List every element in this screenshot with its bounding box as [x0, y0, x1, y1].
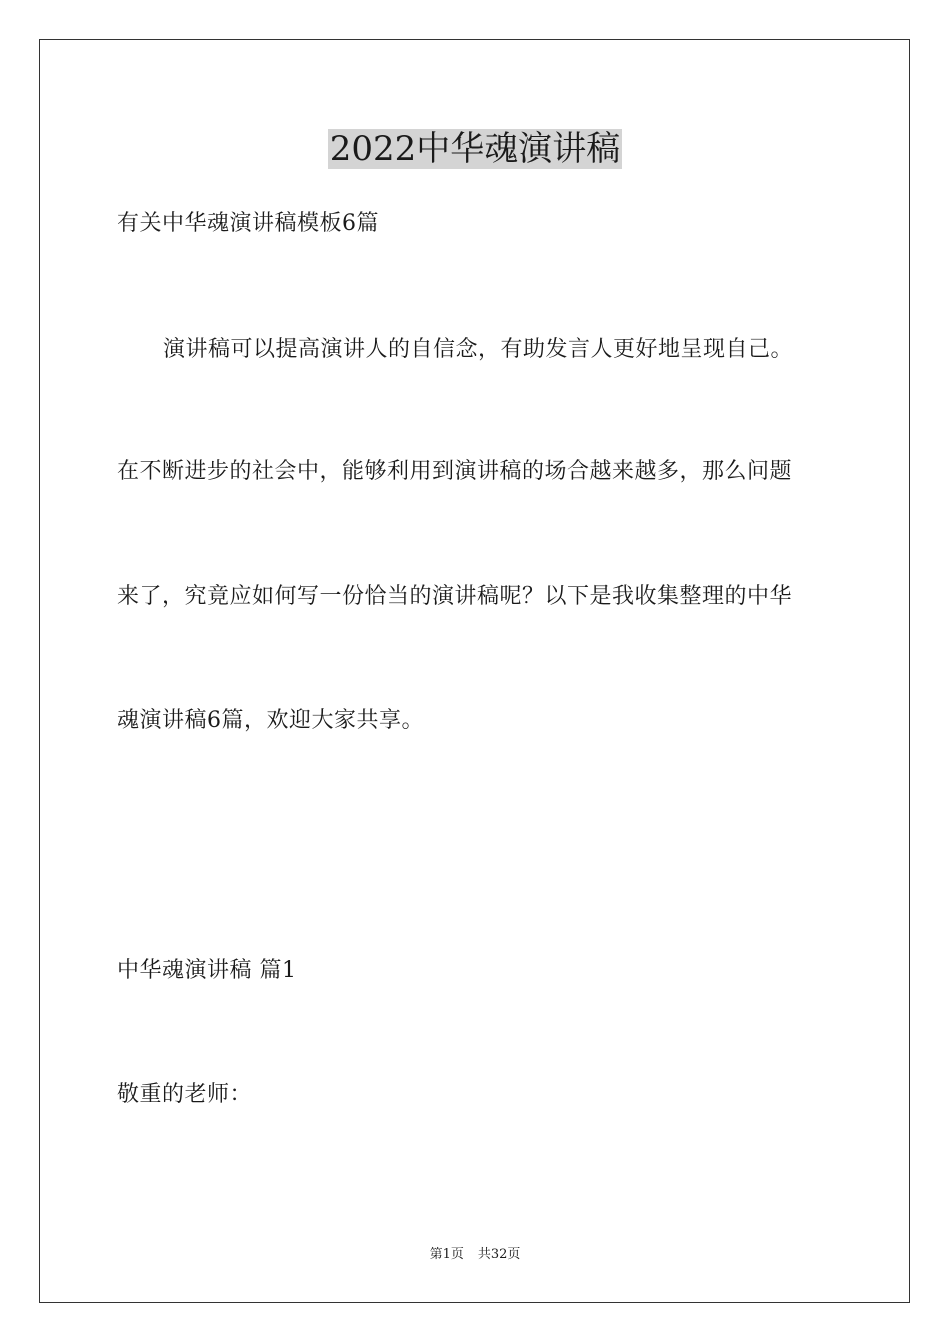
salutation: 敬重的老师：	[117, 1082, 253, 1107]
paragraph-line-2: 在不断进步的社会中，能够利用到演讲稿的场合越来越多，那么问题	[117, 459, 793, 484]
paragraph-line-3: 来了，究竟应如何写一份恰当的演讲稿呢？以下是我收集整理的中华	[117, 584, 793, 609]
document-title-text: 2022中华魂演讲稿	[329, 129, 621, 169]
page-number: 第1页	[429, 1247, 464, 1262]
section-heading: 中华魂演讲稿 篇1	[117, 958, 297, 983]
document-title	[0, 127, 950, 171]
document-subtitle: 有关中华魂演讲稿模板6篇	[117, 211, 379, 236]
paragraph-line-4: 魂演讲稿6篇，欢迎大家共享。	[117, 708, 424, 733]
paragraph-line-1: 演讲稿可以提高演讲人的自信念，有助发言人更好地呈现自己。	[163, 337, 794, 362]
page-footer	[0, 1246, 950, 1264]
page-total: 共32页	[477, 1247, 521, 1262]
